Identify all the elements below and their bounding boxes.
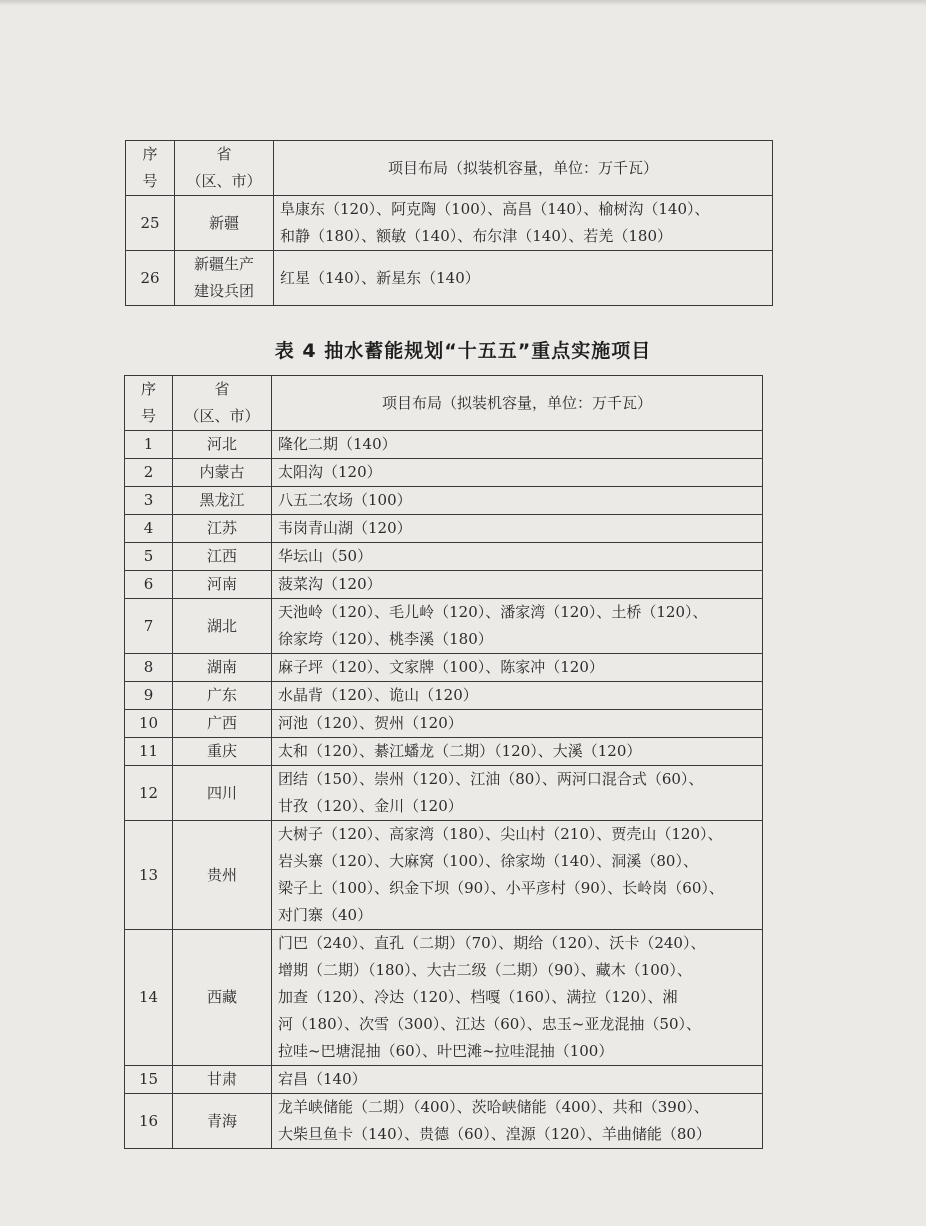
row-projects	[274, 196, 773, 251]
row-number: 13	[125, 821, 173, 930]
header-project	[274, 141, 773, 196]
table-row	[126, 196, 773, 251]
project-line: 阜康东（120）、阿克陶（100）、高昌（140）、榆树沟（140）、	[280, 200, 710, 218]
project-line: 甘孜（120）、金川（120）	[278, 797, 463, 815]
table-4-body	[125, 376, 763, 1149]
project-line: 麻子坪（120）、文家牌（100）、陈家冲（120）	[278, 658, 604, 676]
table-row	[125, 682, 763, 710]
row-number: 15	[125, 1066, 173, 1094]
project-line: 红星（140）、新星东（140）	[280, 268, 480, 287]
project-line: 韦岗青山湖（120）	[278, 519, 412, 537]
project-line: 华坛山（50）	[278, 547, 373, 565]
row-projects	[272, 766, 763, 821]
project-line: 徐家垮（120）、桃李溪（180）	[278, 630, 493, 648]
header-no-line: 号	[142, 172, 158, 190]
row-province	[173, 1094, 272, 1149]
table-row	[125, 459, 763, 487]
header-province	[175, 141, 274, 196]
row-projects	[272, 1094, 763, 1149]
row-projects	[272, 682, 763, 710]
header-province	[173, 376, 272, 431]
row-province	[173, 710, 272, 738]
province-line: 内蒙古	[199, 463, 245, 481]
project-line: 大树子（120）、高家湾（180）、尖山村（210）、贾壳山（120）、	[278, 825, 723, 843]
table-row	[125, 1066, 763, 1094]
province-line: 重庆	[206, 742, 237, 760]
project-line: 隆化二期（140）	[278, 435, 397, 453]
page-top-edge	[0, 0, 926, 6]
row-number: 26	[126, 251, 175, 306]
project-line: 太阳沟（120）	[278, 463, 382, 481]
row-number: 1	[125, 431, 173, 459]
table-row	[125, 571, 763, 599]
table-row	[125, 766, 763, 821]
province-line: 西藏	[206, 988, 237, 1006]
row-province	[173, 930, 272, 1066]
row-number: 25	[126, 196, 175, 251]
header-no-line: 号	[140, 407, 156, 425]
table-row	[126, 251, 773, 306]
row-province	[175, 196, 274, 251]
province-line: 黑龙江	[199, 491, 245, 509]
project-line: 门巴（240）、直孔（二期）（70）、期给（120）、沃卡（240）、	[278, 934, 706, 952]
table-row	[125, 543, 763, 571]
row-province	[173, 738, 272, 766]
table-header-row	[125, 376, 763, 431]
table-continued-body	[126, 141, 773, 306]
project-line: 岩头寨（120）、大麻窝（100）、徐家坳（140）、洞溪（80）、	[278, 852, 698, 870]
row-province	[173, 821, 272, 930]
row-province	[173, 571, 272, 599]
project-line: 太和（120）、綦江蟠龙（二期）（120）、大溪（120）	[278, 742, 642, 760]
header-project	[272, 376, 763, 431]
project-line: 大柴旦鱼卡（140）、贵德（60）、湟源（120）、羊曲储能（80）	[278, 1125, 711, 1143]
project-line: 天池岭（120）、毛儿岭（120）、潘家湾（120）、土桥（120）、	[278, 603, 708, 621]
row-projects	[272, 654, 763, 682]
table-caption: 表 4 抽水蓄能规划“十五五”重点实施项目	[274, 340, 652, 362]
province-line: 江西	[206, 547, 237, 565]
project-line: 菠菜沟（120）	[278, 575, 382, 593]
row-projects	[272, 487, 763, 515]
row-number: 9	[125, 682, 173, 710]
row-projects	[274, 251, 773, 306]
province-line: 新疆生产	[193, 255, 254, 273]
row-province	[173, 599, 272, 654]
table-row	[125, 710, 763, 738]
province-line: 新疆	[208, 213, 239, 232]
province-line: 建设兵团	[193, 282, 254, 300]
row-projects	[272, 710, 763, 738]
row-number: 3	[125, 487, 173, 515]
row-number: 2	[125, 459, 173, 487]
header-province-line: 省	[216, 145, 232, 163]
table-row	[125, 515, 763, 543]
row-province	[173, 487, 272, 515]
project-line: 八五二农场（100）	[278, 491, 412, 509]
project-line: 拉哇~巴塘混抽（60）、叶巴滩~拉哇混抽（100）	[278, 1042, 614, 1060]
province-line: 河南	[206, 575, 237, 593]
table-row	[125, 654, 763, 682]
row-number: 16	[125, 1094, 173, 1149]
table-row	[125, 431, 763, 459]
table-row	[125, 738, 763, 766]
province-line: 四川	[206, 783, 237, 802]
row-province	[173, 459, 272, 487]
row-number: 5	[125, 543, 173, 571]
row-number: 7	[125, 599, 173, 654]
row-number: 12	[125, 766, 173, 821]
table-row	[125, 1094, 763, 1149]
province-line: 甘肃	[206, 1070, 237, 1088]
table-row	[125, 821, 763, 930]
province-line: 江苏	[206, 519, 237, 537]
row-province	[173, 515, 272, 543]
table-header-row	[126, 141, 773, 196]
row-projects	[272, 515, 763, 543]
header-province-line: （区、市）	[184, 407, 260, 425]
table-4	[124, 375, 763, 1149]
header-project-text: 项目布局（拟装机容量，单位：万千瓦）	[381, 393, 652, 412]
row-projects	[272, 930, 763, 1066]
header-project-text: 项目布局（拟装机容量，单位：万千瓦）	[387, 158, 658, 177]
project-line: 河池（120）、贺州（120）	[278, 714, 463, 732]
project-line: 龙羊峡储能（二期）（400）、茨哈峡储能（400）、共和（390）、	[278, 1098, 709, 1116]
row-number: 4	[125, 515, 173, 543]
header-no	[126, 141, 175, 196]
row-projects	[272, 571, 763, 599]
province-line: 广东	[206, 686, 237, 704]
province-line: 青海	[206, 1111, 237, 1130]
row-number: 10	[125, 710, 173, 738]
row-province	[173, 682, 272, 710]
row-province	[173, 654, 272, 682]
province-line: 广西	[206, 714, 237, 732]
row-number: 8	[125, 654, 173, 682]
project-line: 梁子上（100）、织金下坝（90）、小平彦村（90）、长岭岗（60）、	[278, 879, 724, 897]
row-number: 14	[125, 930, 173, 1066]
project-line: 水晶背（120）、诡山（120）	[278, 686, 478, 704]
header-province-line: 省	[214, 380, 230, 398]
project-line: 和静（180）、额敏（140）、布尔津（140）、若羌（180）	[280, 227, 673, 245]
row-projects	[272, 599, 763, 654]
table-row	[125, 487, 763, 515]
project-line: 增期（二期）（180）、大古二级（二期）（90）、藏木（100）、	[278, 961, 692, 979]
table-continued	[125, 140, 773, 306]
province-line: 湖南	[206, 658, 237, 676]
project-line: 团结（150）、崇州（120）、江油（80）、两河口混合式（60）、	[278, 770, 704, 788]
table-row	[125, 599, 763, 654]
row-projects	[272, 543, 763, 571]
province-line: 贵州	[206, 865, 237, 884]
row-projects	[272, 738, 763, 766]
row-projects	[272, 1066, 763, 1094]
row-projects	[272, 459, 763, 487]
row-province	[173, 1066, 272, 1094]
header-province-line: （区、市）	[186, 172, 262, 190]
project-line: 加查（120）、冷达（120）、档嘎（160）、满拉（120）、湘	[278, 988, 678, 1006]
row-projects	[272, 431, 763, 459]
row-number: 11	[125, 738, 173, 766]
header-no-line: 序	[140, 380, 156, 398]
province-line: 河北	[206, 435, 237, 453]
row-province	[173, 431, 272, 459]
header-no	[125, 376, 173, 431]
table-row	[125, 930, 763, 1066]
row-province	[173, 766, 272, 821]
row-province	[173, 543, 272, 571]
project-line: 河（180）、次雪（300）、江达（60）、忠玉~亚龙混抽（50）、	[278, 1015, 702, 1033]
project-line: 对门寨（40）	[278, 906, 373, 924]
row-province	[175, 251, 274, 306]
row-projects	[272, 821, 763, 930]
province-line: 湖北	[206, 616, 237, 635]
header-no-line: 序	[142, 145, 158, 163]
project-line: 宕昌（140）	[278, 1070, 367, 1088]
row-number: 6	[125, 571, 173, 599]
